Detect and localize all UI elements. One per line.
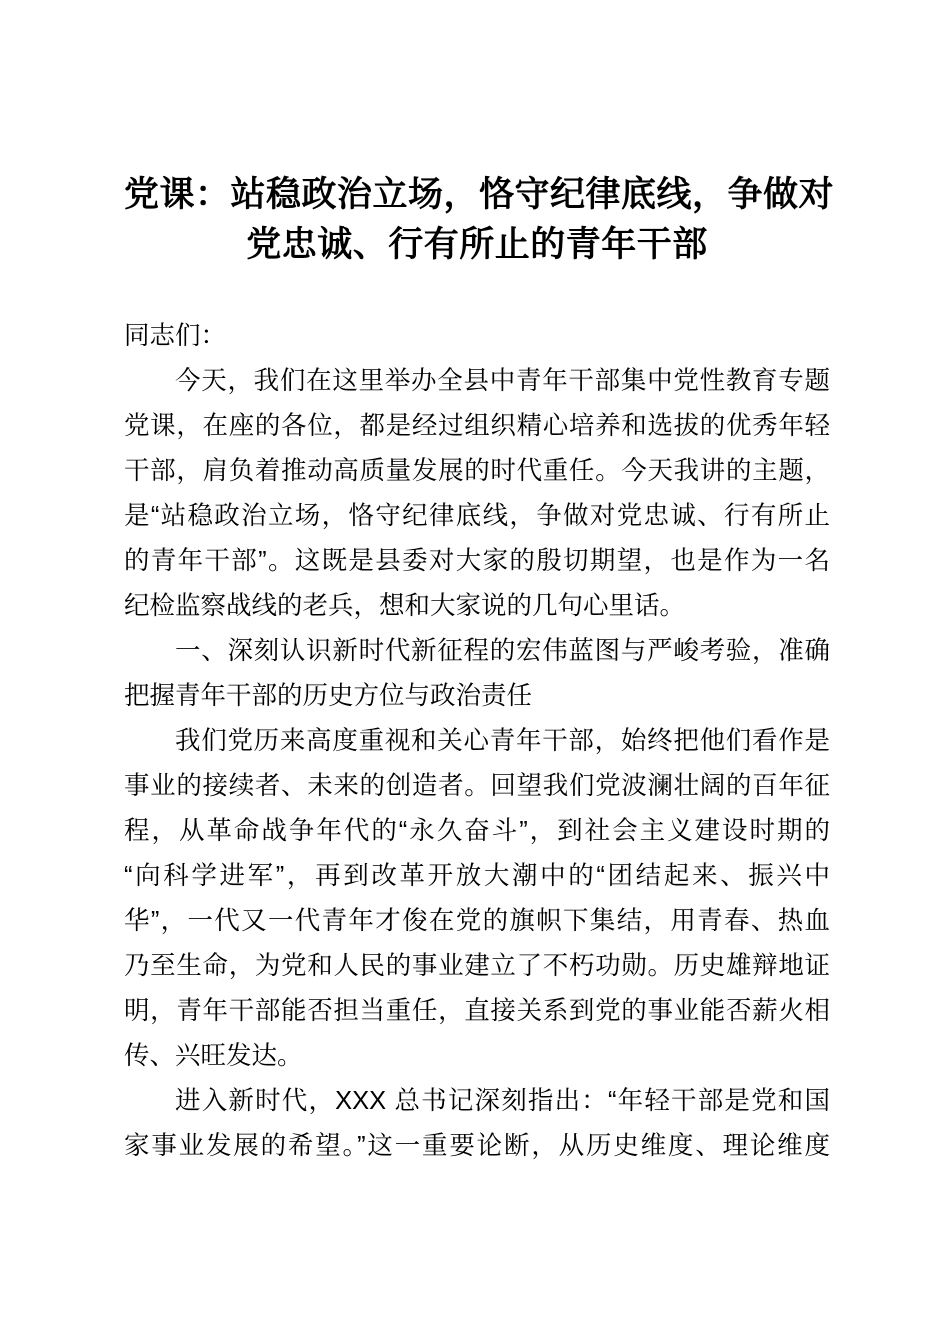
section-heading — [124, 629, 830, 719]
document-title — [124, 170, 835, 270]
text-line: 事业的接续者、未来的创造者。回望我们党波澜壮阔的百年征 — [124, 772, 830, 800]
paragraph-salutation — [124, 314, 830, 359]
text-line: 一、深刻认识新时代新征程的宏伟蓝图与严峻考验，准确 — [175, 637, 830, 665]
text-line: 同志们： — [124, 322, 227, 350]
paragraph-body — [124, 359, 830, 629]
text-line: 进入新时代，XXX 总书记深刻指出：“年轻干部是党和国 — [175, 1087, 830, 1115]
text-line: 明，青年干部能否担当重任，直接关系到党的事业能否薪火相 — [124, 997, 830, 1025]
text-line: 是“站稳政治立场，恪守纪律底线，争做对党忠诚、行有所止 — [124, 502, 830, 530]
paragraph-body — [124, 1079, 830, 1169]
text-line: “向科学进军”，再到改革开放大潮中的“团结起来、振兴中 — [124, 862, 830, 890]
text-line: 家事业发展的希望。”这一重要论断，从历史维度、理论维度 — [124, 1132, 830, 1160]
text-line: 我们党历来高度重视和关心青年干部，始终把他们看作是 — [175, 727, 830, 755]
text-line: 华”，一代又一代青年才俊在党的旗帜下集结，用青春、热血 — [124, 907, 830, 935]
text-line: 党课，在座的各位，都是经过组织精心培养和选拔的优秀年轻 — [124, 412, 830, 440]
document-title-line-1: 党课：站稳政治立场，恪守纪律底线，争做对 — [124, 175, 835, 214]
document-body — [124, 314, 830, 1169]
text-line: 的青年干部”。这既是县委对大家的殷切期望，也是作为一名 — [124, 547, 830, 575]
text-line: 干部，肩负着推动高质量发展的时代重任。今天我讲的主题， — [124, 457, 830, 485]
text-line: 程，从革命战争年代的“永久奋斗”，到社会主义建设时期的 — [124, 817, 830, 845]
text-line: 乃至生命，为党和人民的事业建立了不朽功勋。历史雄辩地证 — [124, 952, 830, 980]
document-title-line-2: 党忠诚、行有所止的青年干部 — [246, 225, 708, 264]
text-line: 把握青年干部的历史方位与政治责任 — [124, 682, 533, 710]
text-line: 传、兴旺发达。 — [124, 1042, 303, 1070]
text-line: 今天，我们在这里举办全县中青年干部集中党性教育专题 — [175, 367, 830, 395]
text-line: 纪检监察战线的老兵，想和大家说的几句心里话。 — [124, 592, 686, 620]
paragraph-body — [124, 719, 830, 1079]
